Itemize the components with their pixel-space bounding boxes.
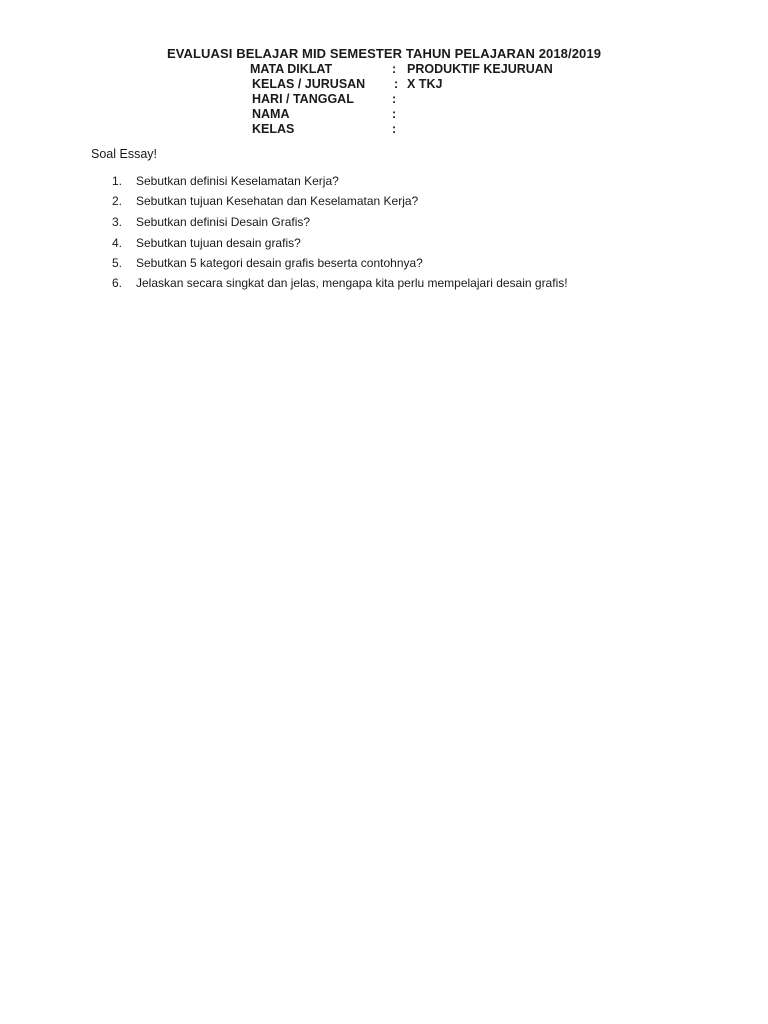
info-label: HARI / TANGGAL bbox=[252, 92, 354, 106]
info-value: PRODUKTIF KEJURUAN bbox=[407, 62, 553, 76]
question-text: Sebutkan tujuan Kesehatan dan Keselamatan Kerja? bbox=[136, 194, 419, 208]
document-title-text: EVALUASI BELAJAR MID SEMESTER TAHUN PELAJARAN 2018/2019 bbox=[166, 46, 602, 61]
info-colon: : bbox=[392, 92, 397, 106]
question-number: 5. bbox=[112, 256, 123, 270]
info-label: MATA DIKLAT bbox=[250, 62, 333, 76]
question-number: 3. bbox=[112, 215, 123, 229]
info-colon: : bbox=[392, 122, 397, 136]
question-text: Sebutkan tujuan desain grafis? bbox=[136, 236, 301, 250]
info-label: NAMA bbox=[252, 107, 290, 121]
info-label: KELAS bbox=[252, 122, 295, 136]
info-colon: : bbox=[394, 77, 399, 91]
question-number: 4. bbox=[112, 236, 123, 250]
info-label: KELAS / JURUSAN bbox=[252, 77, 366, 91]
question-text: Sebutkan definisi Keselamatan Kerja? bbox=[136, 174, 339, 188]
question-text: Sebutkan definisi Desain Grafis? bbox=[136, 215, 311, 229]
info-colon: : bbox=[392, 62, 397, 76]
section-title: Soal Essay! bbox=[91, 147, 158, 161]
question-text: Jelaskan secara singkat dan jelas, mengapa kita perlu mempelajari desain grafis! bbox=[136, 276, 568, 290]
info-value: X TKJ bbox=[407, 77, 443, 91]
question-number: 2. bbox=[112, 194, 123, 208]
info-colon: : bbox=[392, 107, 397, 121]
question-number: 6. bbox=[112, 276, 123, 290]
question-number: 1. bbox=[112, 174, 123, 188]
question-text: Sebutkan 5 kategori desain grafis beserta contohnya? bbox=[136, 256, 423, 270]
document-title bbox=[0, 46, 768, 61]
